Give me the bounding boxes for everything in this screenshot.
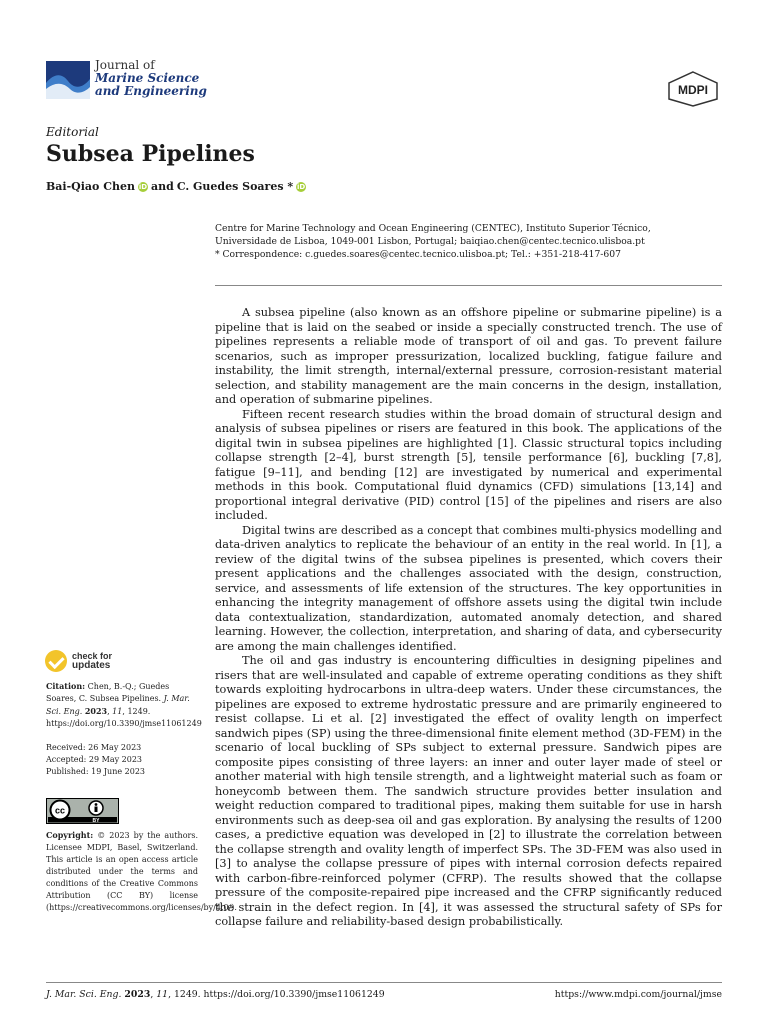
svg-text:cc: cc xyxy=(54,805,66,816)
affiliation-line-2: Universidade de Lisboa, 1049-001 Lisbon, Portugal; baiqiao.chen@centec.tecnico.ulisboa.pt xyxy=(215,236,645,247)
author-list xyxy=(46,180,306,193)
orcid-icon[interactable]: iD xyxy=(138,182,148,191)
copyright-text: © 2023 by the authors. Licensee MDPI, Basel, Switzerland. This article is an open access article distributed under the terms and conditions of the Creative Commons Attribution (CC BY) license (https://creativecommons.org/licenses/by/4.0/). xyxy=(46,831,237,912)
check-text-line-1: check for xyxy=(72,651,113,661)
author-1[interactable]: Bai-Qiao Chen xyxy=(46,180,135,193)
footer-divider xyxy=(46,982,722,983)
article-type: Editorial xyxy=(46,125,99,139)
article-body xyxy=(215,306,722,930)
body-paragraph-3: Digital twins are described as a concept that combines multi-physics modelling and data-driven analytics to replicate the behaviour of an entity in the real world. In [1], a review of the digital twins of the subsea pipelines is presented, which covers their present applications and the challenges associated with the design, construction, service, and assessments of life extension of the structures. The key opportunities in enhancing the integrity management of offshore assets using the digital twin include data contextualization, standardization, automated anomaly detection, and shared learning. However, the collection, interpretation, and sharing of data, and cybersecurity are among the main challenges identified. xyxy=(215,523,722,653)
author-2[interactable]: C. Guedes Soares * xyxy=(176,180,294,193)
journal-logo-icon xyxy=(46,61,90,99)
license-badge-text: BY xyxy=(92,818,100,824)
journal-name-line-1: Marine Science xyxy=(95,71,200,85)
dates-block xyxy=(46,742,198,778)
date-accepted: Accepted: 29 May 2023 xyxy=(46,755,143,764)
journal-name-line-2: and Engineering xyxy=(95,84,207,98)
correspondence: * Correspondence: c.guedes.soares@centec.tecnico.ulisboa.pt; Tel.: +351-218-417-607 xyxy=(215,249,621,260)
footer-journal: J. Mar. Sci. Eng. xyxy=(46,989,122,1000)
affiliation-line-1: Centre for Marine Technology and Ocean Engineering (CENTEC), Instituto Superior Técnico, xyxy=(215,223,651,234)
body-paragraph-2: Fifteen recent research studies within the broad domain of structural design and analysis of subsea pipelines or risers are featured in this book. The applications of the digital twin in subsea pipelines are highlighted [1]. Classic structural topics including collapse strength [2–4], burst strength [5], tensile performance [6], buckling [7,8], fatigue [9–11], and bending [12] are investigated by numerical and experimental methods in this book. Computational fluid dynamics (CFD) simulations [13,14] and proportional integral derivative (PID) control [15] of the pipelines and risers are also included. xyxy=(215,407,722,522)
check-text-line-2: updates xyxy=(72,660,111,671)
footer-volume: 11 xyxy=(156,989,169,1000)
citation-journal: J. Mar. Sci. Eng. xyxy=(46,694,190,716)
journal-name-prefix: Journal of xyxy=(95,58,155,72)
footer-journal-url[interactable]: https://www.mdpi.com/journal/jmse xyxy=(554,989,722,1000)
check-icon xyxy=(45,650,67,672)
date-received: Received: 26 May 2023 xyxy=(46,743,142,752)
citation-volume: 11 xyxy=(112,707,123,716)
citation-doi[interactable]: , 1249. https://doi.org/10.3390/jmse11061249 xyxy=(46,707,202,728)
body-paragraph-4: The oil and gas industry is encountering difficulties in designing pipelines and risers that are well-insulated and capable of extreme operating conditions as they shift towards exploiting hydrocarbons in ultra-deep waters. Under these circumstances, the pipelines are exposed to extreme hydrostatic pressure and are primarily engineered to resist collapse. Li et al. [2] investigated the effect of ovality length on imperfect sandwich pipes (SP) using the three-dimensional finite element method (3D-FEM) in the scenario of local buckling of SPs subject to external pressure. Sandwich pipes are composite pipes consisting of three layers: an inner and outer layer made of steel or another material with high tensile strength, and a lightweight material such as foam or honeycomb between them. The sandwich structure provides better insulation and weight reduction compared to traditional pipes, making them suitable for use in harsh environments such as deep-sea oil and gas exploration. By analysing the results of 1200 cases, a predictive equation was developed in [2] to illustrate the correlation between the collapse strength and ovality length of imperfect SPs. The 3D-FEM was also used in [3] to analyse the collapse pressure of pipes with internal corrosion defects repaired with carbon-fibre-reinforced polymer (CFRP). The results showed that the collapse pressure of the composite-repaired pipe increased and the CFRP significantly reduced the strain in the defect region. In [4], it was assessed the structural safety of SPs for collapse failure and reliability-based design probabilistically. xyxy=(215,654,722,928)
affiliations xyxy=(215,222,720,261)
publisher-name: MDPI xyxy=(678,83,708,97)
copyright-block xyxy=(46,829,237,914)
cc-by-license-icon[interactable] xyxy=(46,798,119,824)
check-for-updates-badge[interactable] xyxy=(45,650,112,672)
citation-text: Chen, B.-Q.; Guedes Soares, C. Subsea Pipelines. xyxy=(46,682,170,703)
footer-doi[interactable]: , 1249. https://doi.org/10.3390/jmse11061249 xyxy=(168,989,385,1000)
author-join: and xyxy=(150,180,174,193)
article-title: Subsea Pipelines xyxy=(46,141,255,167)
divider xyxy=(215,285,722,286)
body-paragraph-1: A subsea pipeline (also known as an offshore pipeline or submarine pipeline) is a pipeline that is laid on the seabed or inside a specially constructed trench. The use of pipelines represents a reliable mode of transport of oil and gas. To prevent failure scenarios, such as improper pressurization, localized buckling, fatigue failure and instability, the limit strength, internal/external pressure, corrosion-resistant material selection, and stability management are the main concerns in the design, installation, and operation of submarine pipelines. xyxy=(215,306,722,406)
journal-name xyxy=(95,59,207,98)
citation-block: Citation: Chen, B.-Q.; Guedes Soares, C. Subsea Pipelines. J. Mar. Sci. Eng. 2023, 11, 1249. https://doi.org/10.3390/jmse11061249 xyxy=(46,681,202,728)
date-published: Published: 19 June 2023 xyxy=(46,767,145,776)
publisher-logo-icon xyxy=(664,71,722,107)
orcid-icon[interactable]: iD xyxy=(297,182,306,191)
citation-year: 2023 xyxy=(84,706,108,716)
citation-label: Citation: xyxy=(46,681,86,691)
copyright-label: Copyright: xyxy=(46,830,94,840)
footer-citation: J. Mar. Sci. Eng. 2023, 11, 1249. https://doi.org/10.3390/jmse11061249 xyxy=(46,989,385,1000)
footer-year: 2023 xyxy=(124,989,151,1000)
